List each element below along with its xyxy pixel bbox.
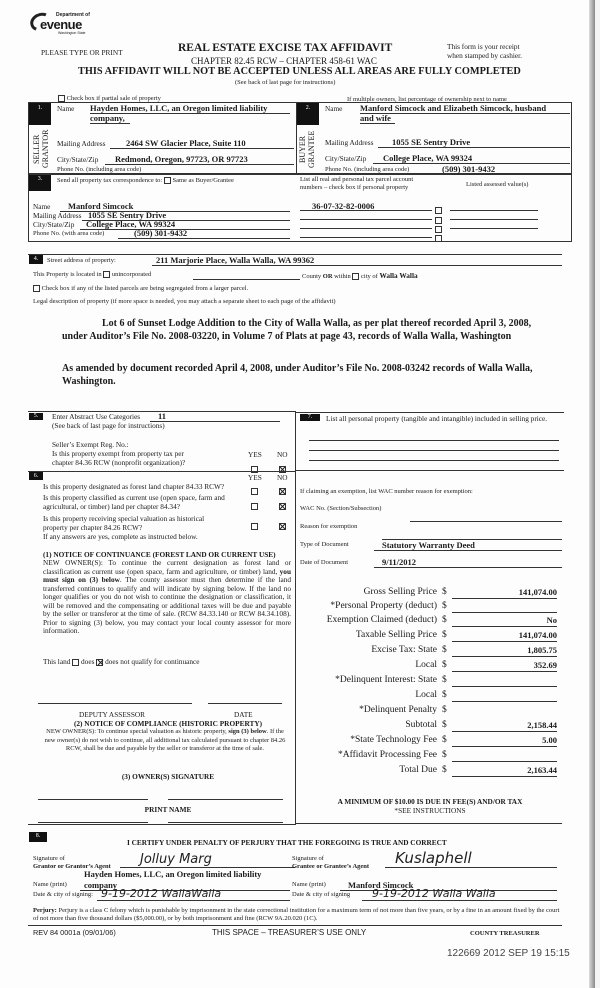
unincorporated-checkbox[interactable]	[103, 271, 110, 278]
doc-type-field[interactable]: Statutory Warranty Deed	[374, 540, 562, 551]
segregated-checkbox[interactable]	[33, 285, 40, 292]
owner-signature-line-2[interactable]	[168, 799, 283, 800]
grantee-date-field[interactable]: 9-19-2012 Walla Walla	[362, 887, 557, 901]
tax-row-delinquent-interest-state: *Delinquent Interest: State $	[300, 675, 560, 688]
form-title: REAL ESTATE EXCISE TAX AFFIDAVIT	[178, 42, 393, 54]
assessed-header: Listed assessed value(s)	[466, 181, 529, 188]
grantee-name-field[interactable]: Manford Simcock	[340, 880, 557, 891]
please-type-label: PLEASE TYPE OR PRINT	[41, 48, 123, 57]
historic-no-checkbox[interactable]	[279, 517, 286, 535]
city-checkbox[interactable]	[352, 273, 359, 280]
s5-yes-header: YES	[248, 450, 262, 459]
personal-property-line-1[interactable]	[309, 440, 559, 441]
tax-row-processing-fee: *Affidavit Processing Fee $	[300, 750, 560, 763]
buyer-name-label: Name	[325, 104, 343, 113]
seller-phone-field[interactable]	[168, 165, 294, 174]
buyer-mailing-label: Mailing Address	[325, 138, 374, 147]
parcel-number-4[interactable]	[300, 229, 432, 238]
perjury-notice: Perjury: Perjury is a class C felony which is punishable by imprisonment in the state correctional institution for a maximum term of not more than five years, or by a fine in an amount fixed by the court of not more than five thousand dollars ($5,000.00), or by both imprisonment and fine (RCW 9A.20.020 (1C).	[33, 907, 560, 922]
personal-property-field[interactable]	[452, 601, 557, 613]
corr-city-field[interactable]: College Place, WA 99324	[80, 219, 290, 230]
warning-text: THIS AFFIDAVIT WILL NOT BE ACCEPTED UNLESS ALL AREAS ARE FULLY COMPLETED	[78, 66, 521, 77]
s6-yes-header: YES	[248, 473, 262, 482]
parcels-header: List all real and personal tax parcel account numbers – check box if personal property	[300, 176, 414, 191]
parcel-assessed-2[interactable]	[450, 219, 538, 220]
scan-edge	[589, 0, 595, 988]
seller-city-label: City/State/Zip	[57, 155, 99, 164]
grantee-signature[interactable]: Kuslaphell	[385, 849, 557, 868]
taxable-selling-price-field[interactable]: 141,074.00	[452, 630, 557, 642]
corr-name-label: Name	[33, 202, 51, 211]
does-not-qualify-checkbox[interactable]	[96, 659, 103, 666]
parcel-number-3[interactable]	[300, 220, 432, 229]
parcel-assessed-3[interactable]	[450, 228, 538, 229]
instructions-note: (See back of last page for instructions)	[235, 79, 336, 86]
logo-sub: Washington State	[58, 31, 86, 35]
wac-label: WAC No. (Section/Subsection)	[300, 505, 382, 512]
tax-row-technology-fee: *State Technology Fee $ 5.00	[350, 735, 557, 745]
buyer-city-label: City/State/Zip	[325, 154, 367, 163]
deputy-assessor-line[interactable]	[38, 703, 192, 704]
personal-property-line-3[interactable]	[309, 460, 559, 461]
excise-state-field[interactable]: 1,805.75	[452, 645, 557, 657]
seller-grantor-label: SELLER GRANTOR	[32, 129, 50, 169]
personal-property-line-2[interactable]	[309, 450, 559, 451]
seller-name-label: Name	[57, 104, 75, 113]
s6-no-header: NO	[277, 473, 288, 482]
historic-question: Is this property receiving special valuation as historical property per chapter 84.26 RCW? If any answers are yes, complete as instructed below.	[43, 514, 205, 541]
abstract-instructions: (See back of last page for instructions)	[52, 421, 165, 430]
footer-rule	[28, 925, 562, 926]
section-1-badge: 1.	[29, 103, 51, 125]
section-7-badge: 7.	[300, 414, 320, 421]
receipt-note-1: This form is your receipt	[447, 42, 520, 51]
section-7-rule	[296, 412, 564, 413]
partial-sale-option[interactable]	[58, 95, 161, 102]
section-4-badge: 4.	[29, 255, 43, 264]
minimum-note: A MINIMUM OF $10.00 IS DUE IN FEE(S) AND/OR TAX	[337, 797, 523, 806]
forest-land-question: Is this property designated as forest land chapter 84.33 RCW?	[43, 482, 225, 491]
tax-row-delinquent-interest-local: Local $	[300, 690, 560, 703]
notice-compliance-title: (2) NOTICE OF COMPLIANCE (HISTORIC PROPERTY)	[73, 719, 263, 728]
exemption-label: If claiming an exemption, list WAC number reason for exemption:	[300, 488, 473, 495]
section-8-badge: 8.	[29, 832, 47, 842]
tax-row-excise-state: Excise Tax: State $ 1,805.75	[371, 645, 557, 655]
delinquent-penalty-field[interactable]	[452, 705, 557, 717]
corr-phone-field[interactable]: (509) 301-9432	[118, 228, 290, 239]
correspondence-label: Send all property tax correspondence to: Same as Buyer/Grantee	[57, 177, 234, 184]
partial-sale-checkbox[interactable]	[58, 95, 65, 102]
assessor-date-line[interactable]	[208, 703, 282, 704]
tax-row-subtotal: Subtotal $ 2,158.44	[405, 720, 557, 730]
grantee-date-label: Date & city of signing	[292, 891, 351, 898]
parcel-number-1[interactable]: 36-07-32-82-0006	[300, 201, 432, 211]
grantor-name-label: Name (print)	[33, 881, 67, 888]
treasurer-stamp: 122669 2012 SEP 19 15:15	[447, 948, 570, 959]
legal-description-label: Legal description of property (if more space is needed, you may attach a separate sheet to each page of the affidavit)	[33, 298, 336, 305]
tax-row-exemption: Exemption Claimed (deduct) $ No	[326, 615, 557, 625]
logo-main: evenue	[40, 17, 82, 32]
current-use-question: Is this property classified as current use (open space, farm and agricultural, or timber) land per chapter 84.34?	[43, 493, 225, 511]
section-2-badge: 2.	[297, 103, 319, 125]
reason-field[interactable]	[382, 531, 562, 540]
see-instructions: *SEE INSTRUCTIONS	[394, 806, 466, 815]
treasurer-use-label: THIS SPACE – TREASURER’S USE ONLY	[212, 928, 367, 937]
corr-mailing-field[interactable]: 1055 SE Sentry Drive	[82, 210, 290, 221]
buyer-grantee-label: BUYER GRANTEE	[298, 130, 316, 168]
doc-date-label: Date of Document	[300, 559, 349, 566]
seller-name-line2[interactable]: company,	[90, 113, 130, 124]
partial-sale-label: Check box if partial sale of property	[66, 95, 161, 102]
grantor-name-line1[interactable]: Hayden Homes, LLC, an Oregon limited liability	[84, 869, 262, 879]
county-treasurer-label: COUNTY TREASURER	[470, 930, 540, 937]
segregated-row: Check box if any of the listed parcels are being segregated from a larger parcel.	[33, 285, 248, 292]
section-8-top-rule	[296, 823, 562, 824]
section-6-badge: 6.	[29, 472, 43, 480]
buyer-city-field[interactable]: College Place, WA 99324	[373, 153, 570, 164]
abstract-use-label: Enter Abstract Use Categories	[52, 412, 141, 421]
print-name-label: PRINT NAME	[144, 805, 192, 814]
seller-phone-label: Phone No. (including area code)	[57, 166, 142, 173]
parcel-number-2[interactable]	[300, 211, 432, 220]
grantor-date-field[interactable]: 9-19-2012 WallaWalla	[97, 887, 290, 901]
parcel-assessed-1[interactable]	[450, 210, 538, 211]
corr-phone-label: Phone No. (with area code)	[33, 230, 105, 237]
certify-statement: I CERTIFY UNDER PENALTY OF PERJURY THAT THE FOREGOING IS TRUE AND CORRECT	[127, 838, 447, 847]
corr-city-label: City/State/Zip	[33, 220, 75, 229]
historic-yes-checkbox[interactable]	[251, 517, 258, 535]
print-name-line-2[interactable]	[168, 822, 283, 823]
nonprofit-question: Is this property exempt from property tax per chapter 84.36 RCW (nonprofit organization)?	[52, 449, 186, 467]
tax-row-taxable-selling-price: Taxable Selling Price $ 141,074.00	[355, 630, 557, 640]
s5-no-header: NO	[277, 450, 288, 459]
buyer-name-line1[interactable]: Manford Simcock and Elizabeth Simcock, husband	[360, 103, 570, 114]
buyer-mailing-field[interactable]: 1055 SE Sentry Drive	[378, 137, 570, 148]
buyer-phone-field[interactable]: (509) 301-9432	[432, 164, 570, 175]
grantor-date-label: Date & city of signing:	[33, 891, 93, 898]
corr-name-field[interactable]: Manford Simcock	[60, 201, 290, 212]
logo-top: Department of	[56, 12, 90, 18]
continuance-qualify-row: This land does does not qualify for continuance	[43, 657, 200, 666]
exempt-reg-label: Seller’s Exempt Reg. No.:	[52, 440, 129, 449]
multiple-owners-note: If multiple owners, list percentage of ownership next to name	[347, 96, 507, 103]
notice-continuance-text: NEW OWNER(S): To continue the current designation as forest land or classification as current use (open space, farm and agriculture, or timber) land, you must sign on (3) below. The county assessor must then determine if the land transferred continues to qualify and will indicate by signing below. If the land no longer qualifies or you do not wish to continue the designation or classification, it will be removed and the compensating or additional taxes will be due and payable by the seller or transferor at the time of sale. (RCW 84.33.140 or RCW 84.34.108). Prior to signing (3) below, you may contact your local county assessor for more information.	[43, 558, 292, 635]
tax-row-total-due: Total Due $ 2,163.44	[399, 765, 557, 775]
grantor-name-field[interactable]: company	[80, 880, 290, 891]
county-or-within: County OR within city of Walla Walla	[302, 271, 418, 280]
date-label: DATE	[234, 710, 253, 719]
current-use-yes-checkbox[interactable]	[251, 497, 258, 515]
deputy-assessor-label: DEPUTY ASSESSOR	[79, 710, 146, 719]
reason-label: Reason for exemption	[300, 523, 358, 530]
seller-mailing-field[interactable]: 2464 SW Glacier Place, Suite 110	[110, 138, 294, 149]
excise-local-field[interactable]: 352.69	[452, 660, 557, 672]
delinquent-interest-local-field[interactable]	[452, 690, 557, 702]
grantee-signature-label: Signature of Grantee or Grantee’s Agent	[292, 855, 370, 870]
doc-type-label: Type of Document	[300, 541, 349, 548]
owner-signature-label: (3) OWNER(S) SIGNATURE	[121, 772, 215, 781]
tax-row-delinquent-penalty: *Delinquent Penalty $	[300, 705, 560, 718]
seller-name-line1[interactable]: Hayden Homes, LLC, an Oregon limited liability	[90, 103, 290, 114]
current-use-no-checkbox[interactable]	[279, 497, 286, 515]
corr-mailing-label: Mailing Address	[33, 211, 82, 220]
grantor-signature[interactable]: Jolluy Marg	[120, 852, 295, 868]
street-field[interactable]: 211 Marjorie Place, Walla Walla, WA 99362	[152, 255, 562, 266]
notice-compliance-text: NEW OWNER(S): To continue special valuation as historic property, sign (3) below. If the new owner(s) do not wish to continue, all additional tax calculated pursuant to chapter 84.26 RCW, shall be due and payable by the seller or transferor at the time of sale.	[44, 728, 286, 752]
tax-row-gross-selling-price: Gross Selling Price $ 141,074.00	[363, 587, 557, 597]
receipt-note-2: when stamped by cashier.	[447, 51, 522, 60]
tax-row-personal-property: *Personal Property (deduct) $	[300, 601, 560, 614]
legal-description-2[interactable]: As amended by document recorded April 4, 2008, under Auditor’s File No. 2008-03242 records of Walla Walla, Washington.	[62, 363, 533, 387]
personal-property-label: List all personal property (tangible and intangible) included in selling price.	[326, 414, 548, 423]
subtotal-field[interactable]: 2,158.44	[452, 720, 557, 732]
seller-city-field[interactable]: Redmond, Oregon, 97723, OR 97723	[105, 154, 294, 165]
grantee-name-label: Name (print)	[292, 881, 326, 888]
county-field[interactable]	[193, 279, 300, 280]
gross-selling-price-field[interactable]: 141,074.00	[452, 587, 557, 599]
notice-continuance-title: (1) NOTICE OF CONTINUANCE (FOREST LAND OR CURRENT USE)	[43, 550, 276, 559]
section-3-badge: 3.	[29, 175, 51, 191]
street-label: Street address of property:	[47, 257, 116, 264]
owner-signature-line-1[interactable]	[38, 799, 148, 800]
processing-fee-field[interactable]	[452, 750, 557, 762]
buyer-phone-label: Phone No. (including area code)	[325, 166, 410, 173]
form-revision: REV 84 0001a (09/01/06)	[33, 928, 116, 937]
same-as-buyer-label: Same as Buyer/Grantee	[172, 177, 234, 184]
wac-field[interactable]	[410, 513, 562, 522]
parcel-personal-4[interactable]	[435, 229, 442, 247]
does-qualify-checkbox[interactable]	[72, 659, 79, 666]
print-name-line-1[interactable]	[38, 822, 148, 823]
form-chapter: CHAPTER 82.45 RCW – CHAPTER 458-61 WAC	[191, 56, 377, 66]
delinquent-interest-state-field[interactable]	[452, 675, 557, 687]
section-5-badge: 5.	[29, 413, 43, 420]
exemption-claimed-field[interactable]: No	[452, 615, 557, 627]
grantor-signature-label: Signature of Grantor or Grantor’s Agent	[33, 855, 111, 870]
buyer-name-line2[interactable]: and wife	[360, 113, 395, 124]
section-6-rule	[28, 471, 296, 472]
located-in-row: This Property is located in unincorporated	[33, 271, 152, 278]
seller-mailing-label: Mailing Address	[57, 139, 106, 148]
doc-date-field[interactable]: 9/11/2012	[374, 557, 562, 568]
same-as-buyer-checkbox[interactable]	[164, 177, 171, 184]
section-7-divider	[296, 470, 564, 471]
total-due-field[interactable]: 2,163.44	[452, 765, 557, 777]
legal-description-1[interactable]: Lot 6 of Sunset Lodge Addition to the City of Walla Walla, as per plat thereof recorded April 3, 2008, under Auditor’s File No. 2008-03220, in Volume 7 of Plats at page 43, records of Walla Walla, Washington	[62, 318, 532, 342]
tax-row-excise-local: Local $ 352.69	[415, 660, 557, 670]
technology-fee-field[interactable]: 5.00	[452, 735, 557, 747]
abstract-use-field[interactable]: 11	[150, 411, 280, 422]
